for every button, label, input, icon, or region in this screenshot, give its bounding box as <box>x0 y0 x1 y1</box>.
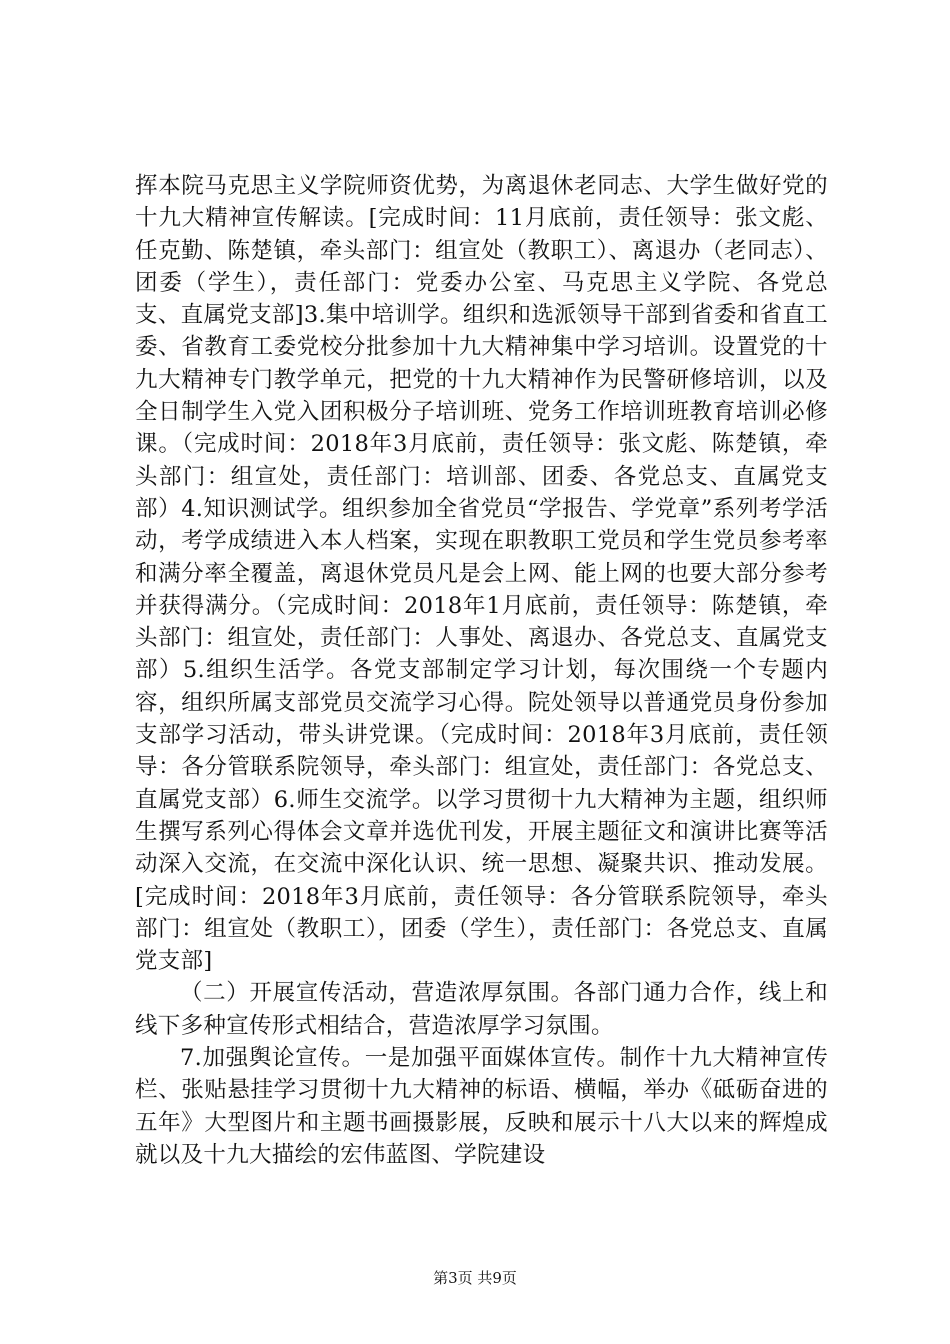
paragraph-public-opinion: 7.加强舆论宣传。一是加强平面媒体宣传。制作十九大精神宣传栏、张贴悬挂学习贯彻十九大精神的标语、横幅，举办《砥砺奋进的五年》大型图片和主题书画摄影展，反映和展示十八大以来的辉煌成就以及十九大描绘的宏伟蓝图、学院建设 <box>135 1045 828 1168</box>
page-number-footer: 第3页 共9页 <box>433 1269 517 1287</box>
paragraph-study-methods: 挥本院马克思主义学院师资优势，为离退休老同志、大学生做好党的十九大精神宣传解读。[完成时间：11月底前，责任领导：张文彪、任克勤、陈楚镇，牵头部门：组宣处（教职工）、离退办（老同志）、团委（学生），责任部门：党委办公室、马克思主义学院、各党总支、直属党支部]3.集中培训学。组织和选派领导干部到省委和省直工委、省教育工委党校分批参加十九大精神集中学习培训。设置党的十九大精神专门教学单元，把党的十九大精神作为民警研修培训，以及全日制学生入党入团积极分子培训班、党务工作培训班教育培训必修课。（完成时间：2018年3月底前，责任领导：张文彪、陈楚镇，牵头部门：组宣处，责任部门：培训部、团委、各党总支、直属党支部）4.知识测试学。组织参加全省党员“学报告、学党章”系列考学活动，考学成绩进入本人档案，实现在职教职工党员和学生党员参考率和满分率全覆盖，离退休党员凡是会上网、能上网的也要大部分参考并获得满分。（完成时间：2018年1月底前，责任领导：陈楚镇，牵头部门：组宣处，责任部门：人事处、离退办、各党总支、直属党支部）5.组织生活学。各党支部制定学习计划，每次围绕一个专题内容，组织所属支部党员交流学习心得。院处领导以普通党员身份参加支部学习活动，带头讲党课。（完成时间：2018年3月底前，责任领导：各分管联系院领导，牵头部门：组宣处，责任部门：各党总支、直属党支部）6.师生交流学。以学习贯彻十九大精神为主题，组织师生撰写系列心得体会文章并选优刊发，开展主题征文和演讲比赛等活动深入交流，在交流中深化认识、统一思想、凝聚共识、推动发展。[完成时间：2018年3月底前，责任领导：各分管联系院领导，牵头部门：组宣处（教职工），团委（学生），责任部门：各党总支、直属党支部] <box>135 173 828 975</box>
paragraph-publicity-activities: （二）开展宣传活动，营造浓厚氛围。各部门通力合作，线上和线下多种宣传形式相结合，营造浓厚学习氛围。 <box>135 980 828 1039</box>
document-body <box>135 170 828 1171</box>
